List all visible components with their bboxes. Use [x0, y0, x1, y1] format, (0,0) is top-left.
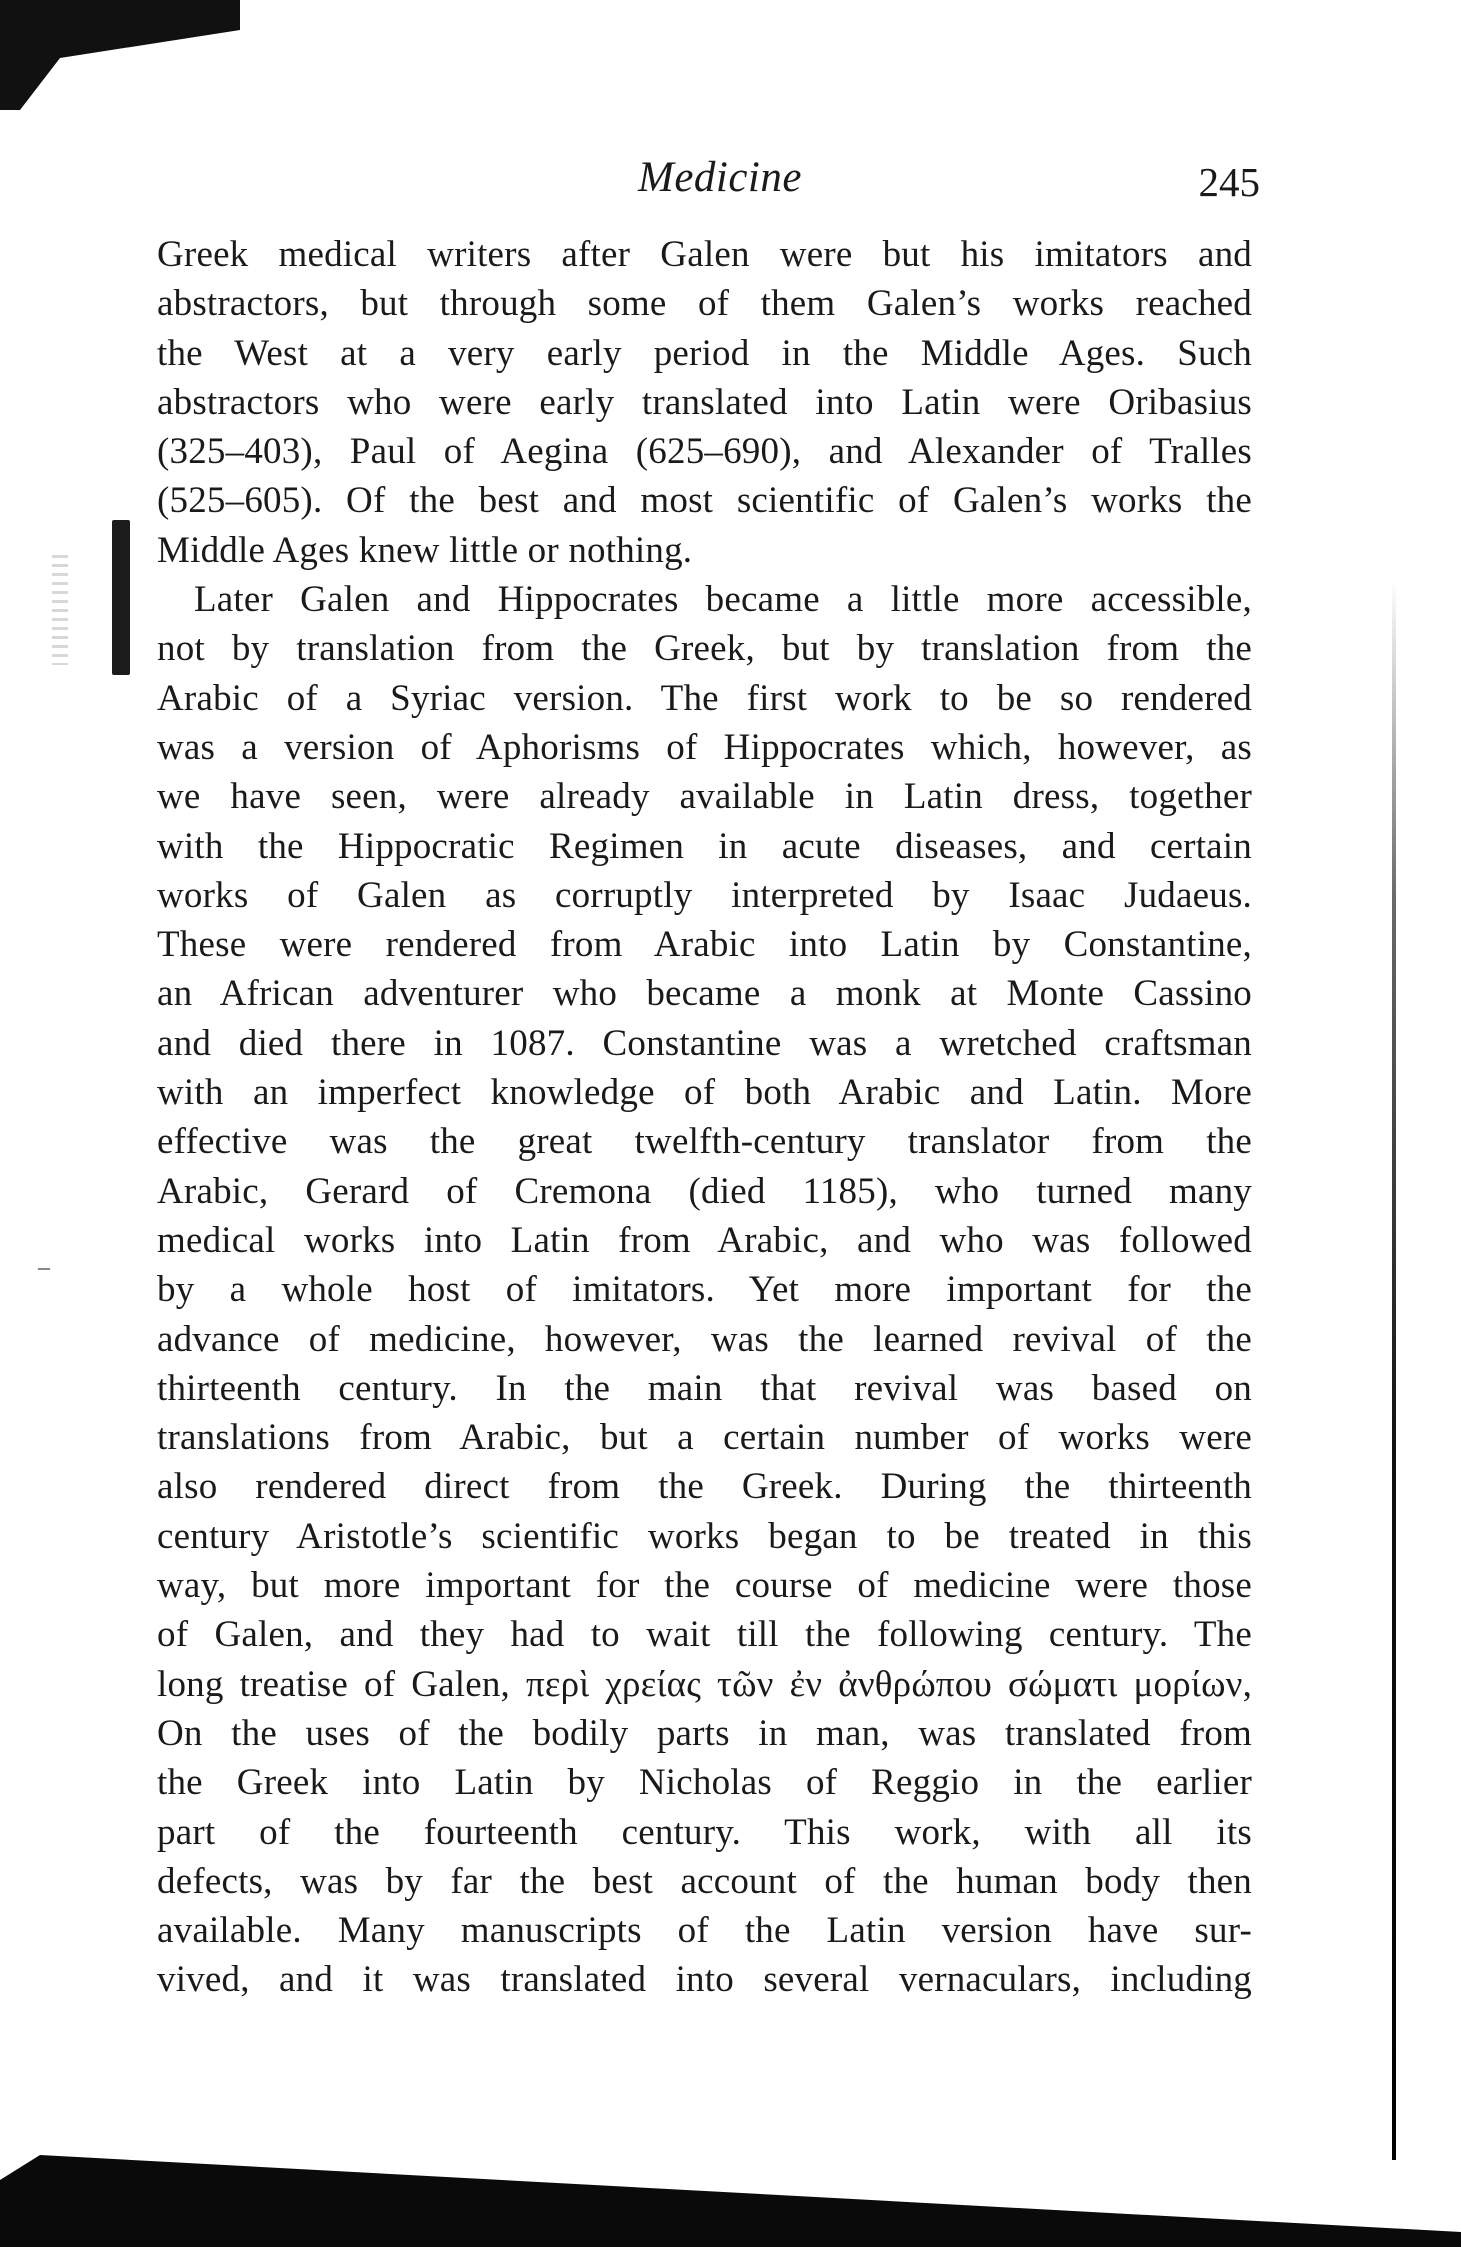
text-line: we have seen, were already available in Latin dress, together — [157, 776, 1252, 818]
running-head — [0, 148, 1461, 208]
title-aphorisms: Aphorisms — [475, 726, 641, 768]
text-run: long treatise of Galen, — [157, 1663, 526, 1705]
text-line: Greek medical writers after Galen were but his imitators and — [157, 234, 1252, 275]
text-line: (325–403), Paul of Aegina (625–690), and Alexander of Tralles — [157, 431, 1252, 473]
text-line: Arabic of a Syriac version. The first work to be so rendered — [157, 677, 1252, 719]
text-line: abstractors, but through some of them Galen’s works reached — [157, 283, 1252, 325]
running-title: Medicine — [638, 154, 802, 201]
text-line: vived, and it was translated into several vernaculars, including — [157, 1959, 1252, 2001]
text-line: with an imperfect knowledge of both Arabic and Latin. More — [157, 1072, 1252, 1114]
text-line: abstractors who were early translated into Latin were Oribasius — [157, 381, 1252, 423]
text-line: Later Galen and Hippocrates became a little more accessible, — [194, 579, 1252, 621]
text-line: advance of medicine, however, was the learned revival of the — [157, 1318, 1252, 1360]
scan-bottom-shadow — [0, 2120, 1461, 2247]
text-line: medical works into Latin from Arabic, and who was followed — [157, 1219, 1252, 1261]
text-line — [157, 822, 1252, 871]
text-run: , — [1242, 1663, 1253, 1705]
text-line: part of the fourteenth century. This work, with all its — [157, 1811, 1252, 1853]
title-regimen: Regimen in acute diseases — [549, 825, 1018, 867]
text-line: effective was the great twelfth-century translator from the — [157, 1121, 1252, 1163]
text-line — [157, 1709, 1252, 1758]
text-line: defects, was by far the best account of the human body then — [157, 1860, 1252, 1902]
text-line — [157, 1660, 1252, 1709]
text-line: works of Galen as corruptly interpreted by Isaac Judaeus. — [157, 874, 1252, 916]
scan-speckle — [52, 555, 68, 665]
text-line: of Galen, and they had to wait till the following century. The — [157, 1614, 1252, 1656]
text-line: by a whole host of imitators. Yet more important for the — [157, 1269, 1252, 1311]
text-line: translations from Arabic, but a certain number of works were — [157, 1417, 1252, 1459]
text-run: , was translated from — [880, 1712, 1252, 1754]
text-line: These were rendered from Arabic into Latin by Constantine, — [157, 924, 1252, 966]
text-line: and died there in 1087. Constantine was a wretched craftsman — [157, 1022, 1252, 1064]
body-text — [157, 230, 1252, 2005]
text-line: Middle Ages knew little or nothing. — [157, 529, 693, 571]
scan-dash — [38, 1268, 50, 1270]
text-line: the Greek into Latin by Nicholas of Reggio in the earlier — [157, 1762, 1252, 1804]
text-line: the West at a very early period in the Middle Ages. Such — [157, 332, 1252, 374]
text-run: with the Hippocratic — [157, 825, 550, 867]
scan-edge-line — [1392, 580, 1396, 2160]
text-line — [157, 723, 1252, 772]
text-line: century Aristotle’s scientific works began to be treated in this — [157, 1515, 1252, 1557]
scan-margin-bar — [112, 520, 130, 675]
text-run: , and certain — [1017, 825, 1252, 867]
scan-corner-mark — [0, 0, 240, 110]
text-line: available. Many manuscripts of the Latin version have sur- — [157, 1910, 1252, 1952]
text-line: an African adventurer who became a monk at Monte Cassino — [157, 973, 1252, 1015]
text-line: way, but more important for the course of medicine were those — [157, 1565, 1252, 1607]
page-number: 245 — [1198, 159, 1260, 205]
text-run: was a version of — [157, 726, 476, 768]
text-line: also rendered direct from the Greek. During the thirteenth — [157, 1466, 1252, 1508]
text-run: of Hippocrates which, however, as — [640, 726, 1252, 768]
greek-title: περὶ χρείας τῶν ἐν ἀνθρώπου σώματι μορίων — [526, 1663, 1243, 1705]
text-line: (525–605). Of the best and most scientific of Galen’s works the — [157, 480, 1252, 522]
title-on-the-uses: On the uses of the bodily parts in man — [157, 1712, 881, 1754]
text-line: not by translation from the Greek, but by translation from the — [157, 628, 1252, 670]
text-line: Arabic, Gerard of Cremona (died 1185), who turned many — [157, 1170, 1252, 1212]
text-line: thirteenth century. In the main that revival was based on — [157, 1367, 1252, 1409]
